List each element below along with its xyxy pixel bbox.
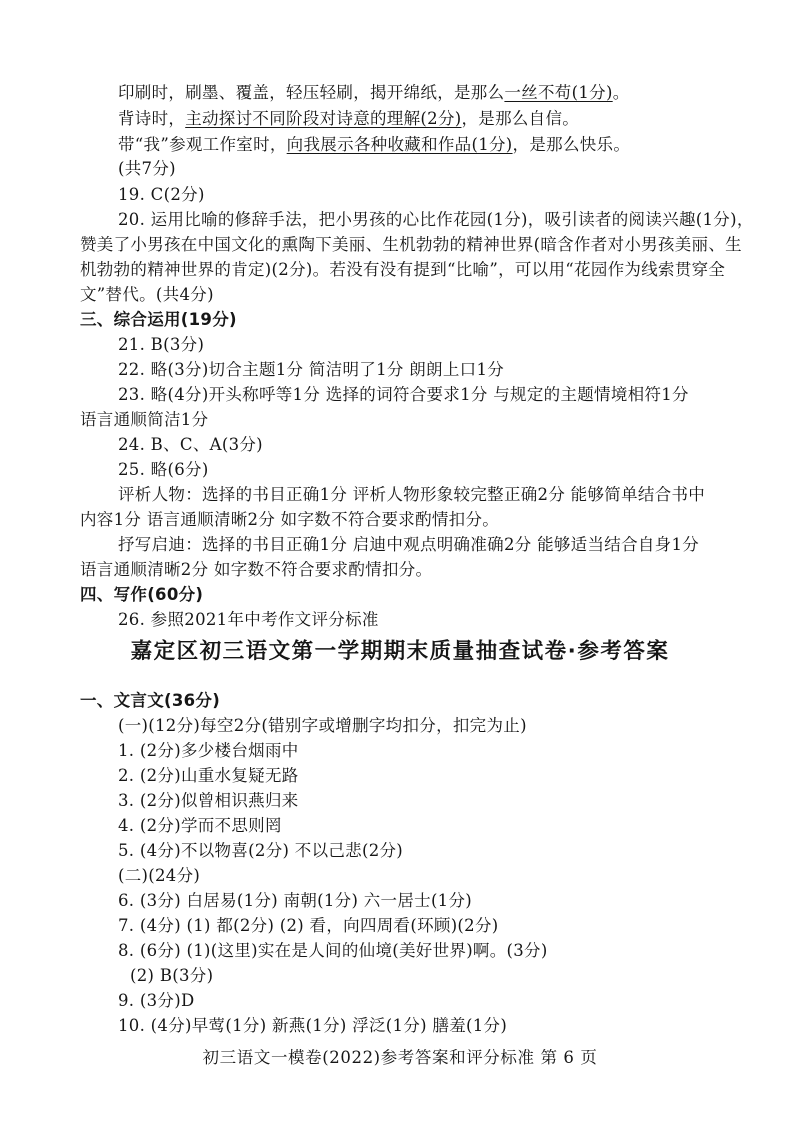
underlined-answer: 向我展示各种收藏和作品(1分) — [286, 135, 513, 154]
answer-line: 抒写启迪：选择的书目正确1分 启迪中观点明确准确2分 能够适当结合自身1分 — [118, 535, 700, 554]
answer-line: 19. C(2分) — [118, 185, 205, 204]
text: 。 — [612, 83, 630, 102]
answer-line: 21. B(3分) — [118, 335, 205, 354]
answer-line: 语言通顺清晰2分 如字数不符合要求酌情扣分。 — [80, 560, 433, 579]
answer-line: 24. B、C、A(3分) — [118, 435, 263, 454]
answer-line: 26. 参照2021年中考作文评分标准 — [118, 610, 379, 629]
section-heading: 一、文言文(36分) — [80, 691, 221, 710]
underlined-answer: 一丝不苟(1分) — [504, 83, 613, 102]
answer-line: 5. (4分)不以物喜(2分) 不以己悲(2分) — [118, 841, 404, 860]
page-footer: 初三语文一模卷(2022)参考答案和评分标准 第 6 页 — [202, 1048, 598, 1067]
answer-line: 6. (3分) 白居易(1分) 南朝(1分) 六一居士(1分) — [118, 891, 473, 910]
text: ，是那么自信。 — [461, 109, 580, 128]
answer-line: 机勃勃的精神世界的肯定)(2分)。若没有没有提到“比喻”，可以用“花园作为线索贯穿全 — [80, 260, 726, 279]
answer-line: 3. (2分)似曾相识燕归来 — [118, 791, 299, 810]
section-heading: 四、写作(60分) — [80, 585, 204, 604]
answer-line: 9. (3分)D — [118, 991, 195, 1010]
answer-line: 23. 略(4分)开头称呼等1分 选择的词符合要求1分 与规定的主题情境相符1分 — [118, 385, 689, 404]
answer-line — [118, 108, 579, 130]
section-heading: 三、综合运用(19分) — [80, 310, 237, 329]
text: 带“我”参观工作室时， — [118, 135, 287, 154]
answer-line: 1. (2分)多少楼台烟雨中 — [118, 741, 299, 760]
answer-line: (共7分) — [118, 159, 176, 178]
answer-line: 2. (2分)山重水复疑无路 — [118, 766, 299, 785]
answer-line: (2) B(3分) — [130, 966, 214, 985]
answer-line: (二)(24分) — [118, 866, 201, 885]
answer-line — [118, 82, 630, 104]
answer-line: 4. (2分)学而不思则罔 — [118, 816, 282, 835]
answer-line — [118, 134, 630, 156]
underlined-answer: 主动探讨不同阶段对诗意的理解(2分) — [185, 109, 462, 128]
answer-line: 20. 运用比喻的修辞手法，把小男孩的心比作花园(1分)，吸引读者的阅读兴趣(1分)， — [118, 210, 754, 229]
text: ，是那么快乐。 — [512, 135, 631, 154]
answer-line: (一)(12分)每空2分(错别字或增删字均扣分，扣完为止) — [118, 716, 527, 735]
answer-line: 8. (6分) (1)(这里)实在是人间的仙境(美好世界)啊。(3分) — [118, 941, 548, 960]
answer-line: 7. (4分) (1) 都(2分) (2) 看，向四周看(环顾)(2分) — [118, 916, 499, 935]
answer-line: 文”替代。(共4分) — [80, 285, 214, 304]
answer-line: 赞美了小男孩在中国文化的熏陶下美丽、生机勃勃的精神世界(暗含作者对小男孩美丽、生 — [80, 235, 742, 254]
text: 背诗时， — [118, 109, 186, 128]
answer-line: 22. 略(3分)切合主题1分 简洁明了1分 朗朗上口1分 — [118, 360, 505, 379]
page-title: 嘉定区初三语文第一学期期末质量抽查试卷·参考答案 — [130, 639, 670, 664]
answer-line: 内容1分 语言通顺清晰2分 如字数不符合要求酌情扣分。 — [80, 510, 500, 529]
answer-line: 25. 略(6分) — [118, 460, 209, 479]
answer-line: 10. (4分)早莺(1分) 新燕(1分) 浮泛(1分) 膳羞(1分) — [118, 1016, 508, 1035]
text: 印刷时，刷墨、覆盖，轻压轻刷，揭开绵纸，是那么 — [118, 83, 505, 102]
answer-line: 语言通顺简洁1分 — [80, 410, 209, 429]
answer-line: 评析人物：选择的书目正确1分 评析人物形象较完整正确2分 能够简单结合书中 — [118, 485, 706, 504]
